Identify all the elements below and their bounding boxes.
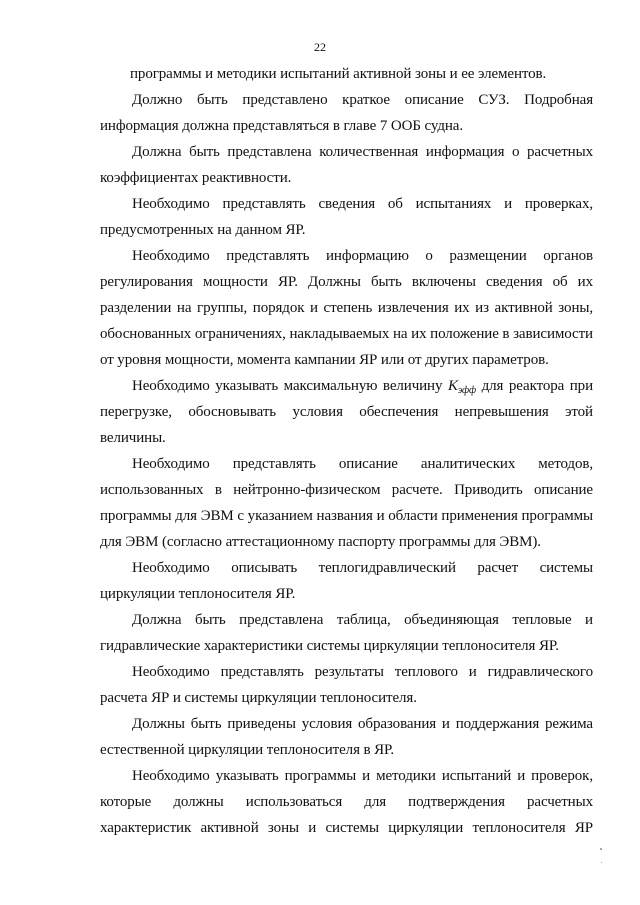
paragraph-characteristics-table: Должна быть представлена таблица, объединяющая тепловые и гидравлические характеристики системы циркуляции теплоносителя ЯР. (100, 612, 593, 654)
paragraph-natural-circulation: Должны быть приведены условия образования и поддержания режима естественной циркуляции теплоносителя в ЯР. (100, 716, 593, 758)
page-number: 22 (314, 40, 326, 54)
keff-text-after: для реактора при перегрузке, обосновывать условия обеспечения непревышения этой величины. (100, 378, 593, 446)
paragraph-analytical-methods: Необходимо представлять описание аналитических методов, использованных в нейтронно-физическом расчете. Приводить описание программы для ЭВМ с указанием названия и области применения программы для ЭВМ (согласно аттестационному паспорту программы для ЭВМ). (100, 456, 593, 550)
paragraph-thermal-results: Необходимо представлять результаты теплового и гидравлического расчета ЯР и системы циркуляции теплоносителя. (100, 664, 593, 706)
body-text (100, 61, 593, 841)
keff-text-before: Необходимо указывать максимальную величину (132, 378, 448, 394)
keff-subscript: эфф (457, 385, 477, 396)
paragraph-keff (100, 373, 593, 451)
paragraph-thermohydraulic-calc: Необходимо описывать теплогидравлический расчет системы циркуляции теплоносителя ЯР. (100, 560, 593, 602)
paragraph-suz-description: Должно быть представлено краткое описание СУЗ. Подробная информация должна представляться в главе 7 ООБ судна. (100, 92, 593, 134)
scan-speck (601, 862, 602, 863)
paragraph-test-programs: Необходимо указывать программы и методики испытаний и проверок, которые должны использоваться для подтверждения расчетных характеристик активной зоны и системы циркуляции теплоносителя ЯР (100, 768, 593, 836)
keff-symbol: $K_{эфф}$ (447, 378, 477, 396)
paragraph-control-elements: Необходимо представлять информацию о размещении органов регулирования мощности ЯР. Должны быть включены сведения об их разделении на группы, порядок и степень извлечения их из активной зоны, обоснованных ограничениях, накладываемых на их положение в зависимости от уровня мощности, момента кампании ЯР или от других параметров. (100, 248, 593, 368)
paragraph-tests-and-checks: Необходимо представлять сведения об испытаниях и проверках, предусмотренных на данном ЯР. (100, 196, 593, 238)
paragraph-reactivity-coefficients: Должна быть представлена количественная информация о расчетных коэффициентах реактивности. (100, 144, 593, 186)
paragraph-continuation: программы и методики испытаний активной зоны и ее элементов. (130, 66, 547, 82)
scan-speck (600, 848, 602, 850)
